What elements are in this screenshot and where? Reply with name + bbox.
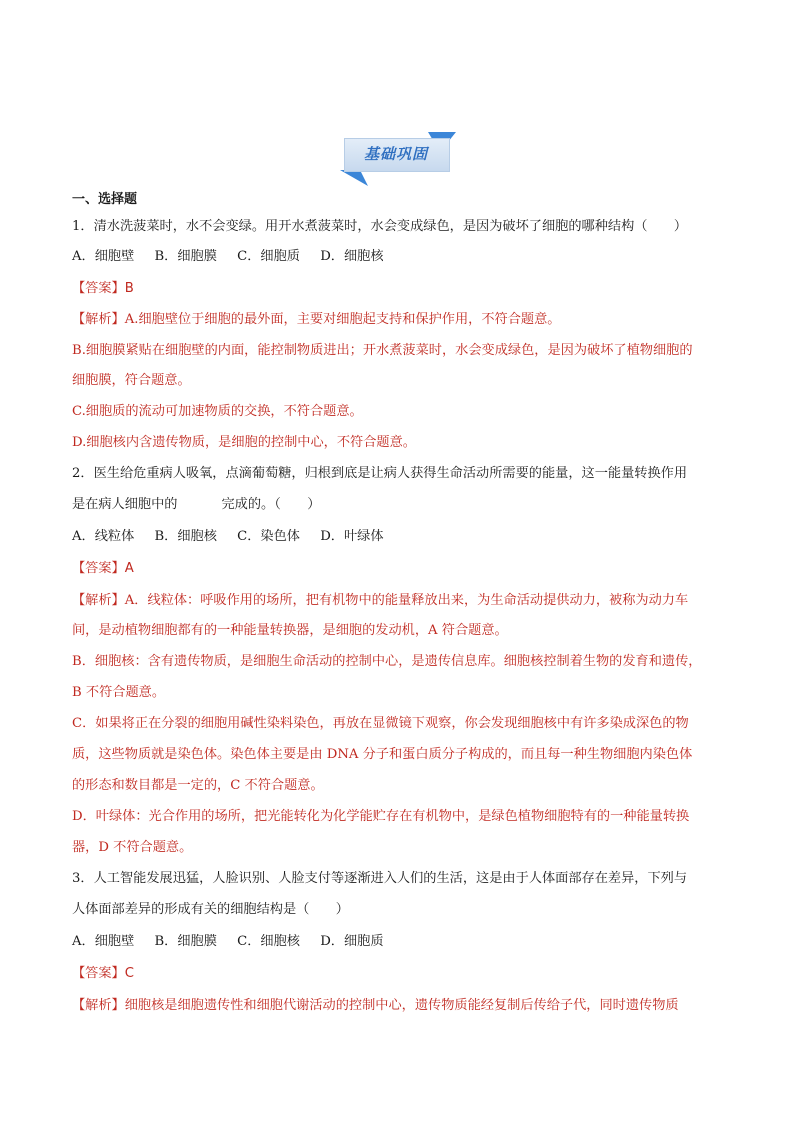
option: A．线粒体 [72, 529, 135, 544]
question-2-analysis-line: D．叶绿体：光合作用的场所，把光能转化为化学能贮存在有机物中，是绿色植物细胞特有的一种能量转换 [72, 809, 690, 824]
question-2-analysis-line: 的形态和数目都是一定的，C 不符合题意。 [72, 778, 324, 793]
question-2-stem: 2．医生给危重病人吸氧，点滴葡萄糖，归根到底是让病人获得生命活动所需要的能量，这一能量转换作用 [72, 466, 688, 481]
question-3-answer [72, 964, 134, 984]
answer-value: C [124, 966, 134, 981]
question-1-stem: 1．清水洗菠菜时，水不会变绿。用开水煮菠菜时，水会变成绿色，是因为破坏了细胞的哪种结构（ ） [72, 219, 688, 234]
banner-title: 基础巩固 [363, 145, 428, 163]
analysis-label: 【解析】 [72, 998, 125, 1013]
question-3-analysis-line: 【解析】细胞核是细胞遗传性和细胞代谢活动的控制中心，遗传物质能经复制后传给子代，同时遗传物质 [72, 998, 679, 1013]
question-2-options [72, 527, 384, 547]
analysis-label: 【解析】 [72, 312, 125, 327]
answer-label: 【答案】 [72, 561, 125, 576]
option: D．细胞质 [320, 934, 384, 949]
option: C．染色体 [237, 529, 300, 544]
option: D．细胞核 [320, 249, 384, 264]
option: B．细胞核 [154, 529, 217, 544]
option: B．细胞膜 [154, 934, 217, 949]
question-2-analysis-line: 间，是动植物细胞都有的一种能量转换器，是细胞的发动机，A 符合题意。 [72, 623, 508, 638]
question-2-answer [72, 559, 134, 579]
answer-label: 【答案】 [72, 966, 125, 981]
question-3-stem: 3．人工智能发展迅猛，人脸识别、人脸支付等逐渐进入人们的生活，这是由于人体面部存在差异，下列与 [72, 871, 688, 886]
option: C．细胞质 [237, 249, 300, 264]
question-2-analysis-line: 质，这些物质就是染色体。染色体主要是由 DNA 分子和蛋白质分子构成的，而且每一种生物细胞内染色体 [72, 747, 693, 762]
question-2-analysis-line: 【解析】A．线粒体：呼吸作用的场所，把有机物中的能量释放出来，为生命活动提供动力，被称为动力车 [72, 593, 689, 608]
question-1-options [72, 247, 384, 267]
question-2-analysis-line: B．细胞核：含有遗传物质，是细胞生命活动的控制中心，是遗传信息库。细胞核控制着生物的发育和遗传， [72, 654, 702, 669]
question-2-analysis-line: 器，D 不符合题意。 [72, 840, 193, 855]
analysis-label: 【解析】 [72, 593, 125, 608]
question-1-answer [72, 279, 134, 299]
section-banner [340, 132, 456, 186]
question-1-analysis-line: D.细胞核内含遗传物质，是细胞的控制中心，不符合题意。 [72, 435, 416, 450]
option: D．叶绿体 [320, 529, 384, 544]
answer-value: A [124, 561, 134, 576]
section-heading: 一、选择题 [72, 192, 138, 207]
question-1-analysis-line: 细胞膜，符合题意。 [72, 373, 191, 388]
question-1-analysis-line: 【解析】A.细胞壁位于细胞的最外面，主要对细胞起支持和保护作用，不符合题意。 [72, 312, 561, 327]
question-3-stem: 人体面部差异的形成有关的细胞结构是（ ） [72, 902, 349, 917]
option: B．细胞膜 [154, 249, 217, 264]
question-1-analysis-line: C.细胞质的流动可加速物质的交换，不符合题意。 [72, 404, 363, 419]
option: A．细胞壁 [72, 934, 135, 949]
question-3-options [72, 932, 384, 952]
question-2-analysis-line: C．如果将正在分裂的细胞用碱性染料染色，再放在显微镜下观察，你会发现细胞核中有许多染成深色的物 [72, 716, 689, 731]
answer-value: B [124, 281, 134, 296]
question-2-analysis-line: B 不符合题意。 [72, 685, 166, 700]
question-2-stem: 是在病人细胞中的 完成的。（ ） [72, 497, 321, 512]
question-1-analysis-line: B.细胞膜紧贴在细胞壁的内面，能控制物质进出；开水煮菠菜时，水会变成绿色，是因为破坏了植物细胞的 [72, 343, 693, 358]
option: A．细胞壁 [72, 249, 135, 264]
option: C．细胞核 [237, 934, 300, 949]
answer-label: 【答案】 [72, 281, 125, 296]
